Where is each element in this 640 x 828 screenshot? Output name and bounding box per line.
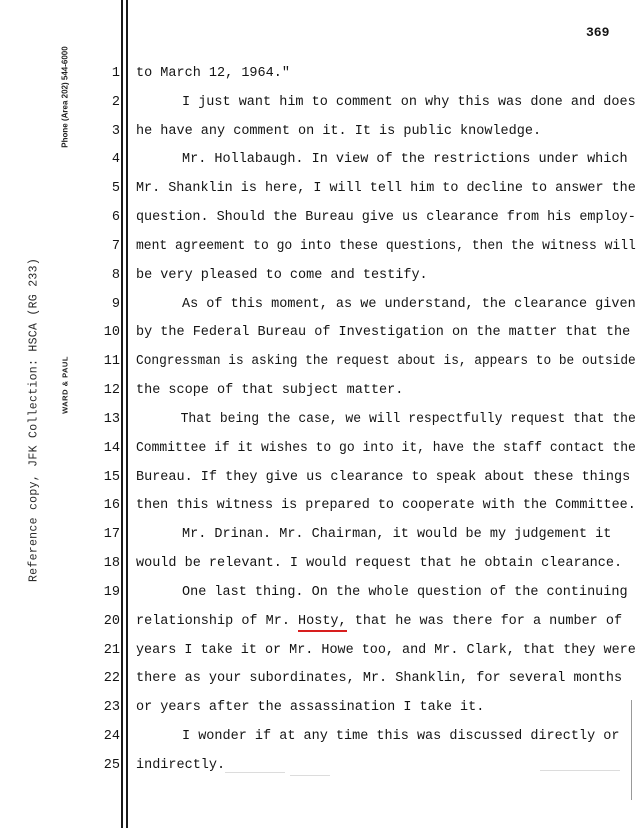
transcript-line: question. Should the Bureau give us clearance from his employ- <box>136 210 636 225</box>
underlined-name: Hosty, <box>298 614 347 632</box>
transcript-line: years I take it or Mr. Howe too, and Mr. Clark, that they were <box>136 643 636 658</box>
transcript-line: the scope of that subject matter. <box>136 383 404 398</box>
transcript-line: would be relevant. I would request that he obtain clearance. <box>136 556 623 571</box>
line-number: 13 <box>103 412 120 427</box>
line-number: 4 <box>111 152 120 167</box>
transcript-line: indirectly. <box>136 758 226 773</box>
line-number: 17 <box>103 527 120 542</box>
transcript-line: then this witness is prepared to cooperate with the Committee. <box>136 498 636 513</box>
line-number: 2 <box>111 95 120 110</box>
transcript-line: he have any comment on it. It is public knowledge. <box>136 124 542 139</box>
line-number: 20 <box>103 614 120 629</box>
transcript-line: That being the case, we will respectfully request that the <box>180 412 636 427</box>
margin-rule-right <box>126 0 128 828</box>
line-number: 5 <box>111 181 120 196</box>
margin-rule-left <box>121 0 123 828</box>
line-number: 1 <box>111 66 120 81</box>
scan-smudge <box>225 772 285 773</box>
line-number: 24 <box>103 729 120 744</box>
page-number: 369 <box>586 25 610 40</box>
transcript-line: Mr. Hollabaugh. In view of the restrictions under which <box>182 152 628 167</box>
line-number: 3 <box>111 124 120 139</box>
line-number: 16 <box>103 498 120 513</box>
line-number: 15 <box>103 470 120 485</box>
line-number: 12 <box>103 383 120 398</box>
transcript-page: Reference copy, JFK Collection: HSCA (RG 233) Phone (Area 202) 544-6000 WARD & PAUL 369 1 to March 12, 1964." 2 I just want him to comment on why this was done and does 3 he have any comment on it. It is public knowledge. 4 Mr. Hollabaugh. In view of the restrictions under which 5 Mr. Shanklin is here, I will tell him to decline to answer the 6 question. Should the Bureau give us clearance from his employ- 7 ment agreement to go into these questions, then the witness will 8 be very pleased to come and testify. 9 As of this moment, as we understand, the clearance given 10 by the Federal Bureau of Investigation on the matter that the 11 Congressman is asking the request about is, appears to be outside 12 the scope of that subject matter. 13 That being the case, we will respectfully request that the 14 Committee if it wishes to go into it, have the staff contact the 15 Bureau. If they give us clearance to speak about these things 16 then this witness is prepared to cooperate with the Committee. 17 Mr. Drinan. Mr. Chairman, it would be my judgement it 18 would be relevant. I would request that he obtain clearance. 19 One last thing. On the whole question of the continuing 20 relationship of Mr. Hosty, that he was there for a number of 21 years I take it or Mr. Howe too, and Mr. Clark, that they were 22 there as your subordinates, Mr. Shanklin, for several months 23 or years after the assassination I take it. 24 I wonder if at any time this was discussed directly or 25 indirectly. <box>0 0 640 828</box>
transcript-line: Bureau. If they give us clearance to speak about these things <box>136 470 631 485</box>
line-number: 22 <box>103 671 120 686</box>
scan-smudge <box>540 770 620 771</box>
transcript-line: by the Federal Bureau of Investigation on the matter that the <box>136 325 631 340</box>
line-number: 14 <box>103 441 120 456</box>
transcript-line: there as your subordinates, Mr. Shanklin, for several months <box>136 671 623 686</box>
transcript-line: to March 12, 1964." <box>136 66 290 81</box>
transcript-line: Congressman is asking the request about is, appears to be outside <box>136 354 636 369</box>
transcript-line: or years after the assassination I take it. <box>136 700 485 715</box>
line-text-segment: relationship of Mr. <box>136 614 299 629</box>
line-number: 6 <box>111 210 120 225</box>
transcript-line: Committee if it wishes to go into it, have the staff contact the <box>136 441 636 456</box>
line-number: 9 <box>111 297 120 312</box>
line-number: 23 <box>103 700 120 715</box>
transcript-line: One last thing. On the whole question of the continuing <box>182 585 628 600</box>
line-number: 7 <box>111 239 120 254</box>
transcript-line: ment agreement to go into these questions, then the witness will <box>136 239 636 254</box>
transcript-line: As of this moment, as we understand, the clearance given <box>182 297 636 312</box>
transcript-line: I wonder if at any time this was discussed directly or <box>182 729 620 744</box>
line-number: 21 <box>103 643 120 658</box>
line-number: 10 <box>103 325 120 340</box>
line-number: 19 <box>103 585 120 600</box>
transcript-line: Mr. Shanklin is here, I will tell him to decline to answer the <box>136 181 636 196</box>
line-text-segment: that he was there for a number of <box>346 614 623 629</box>
transcript-line: Mr. Drinan. Mr. Chairman, it would be my judgement it <box>182 527 612 542</box>
line-number: 18 <box>103 556 120 571</box>
transcript-line: be very pleased to come and testify. <box>136 268 428 283</box>
transcript-line: I just want him to comment on why this was done and does <box>182 95 636 110</box>
scan-smudge <box>290 775 330 776</box>
transcript-line <box>136 614 622 629</box>
line-number: 8 <box>111 268 120 283</box>
line-number: 25 <box>103 758 120 773</box>
scan-edge-mark <box>631 700 632 800</box>
line-number: 11 <box>103 354 120 369</box>
